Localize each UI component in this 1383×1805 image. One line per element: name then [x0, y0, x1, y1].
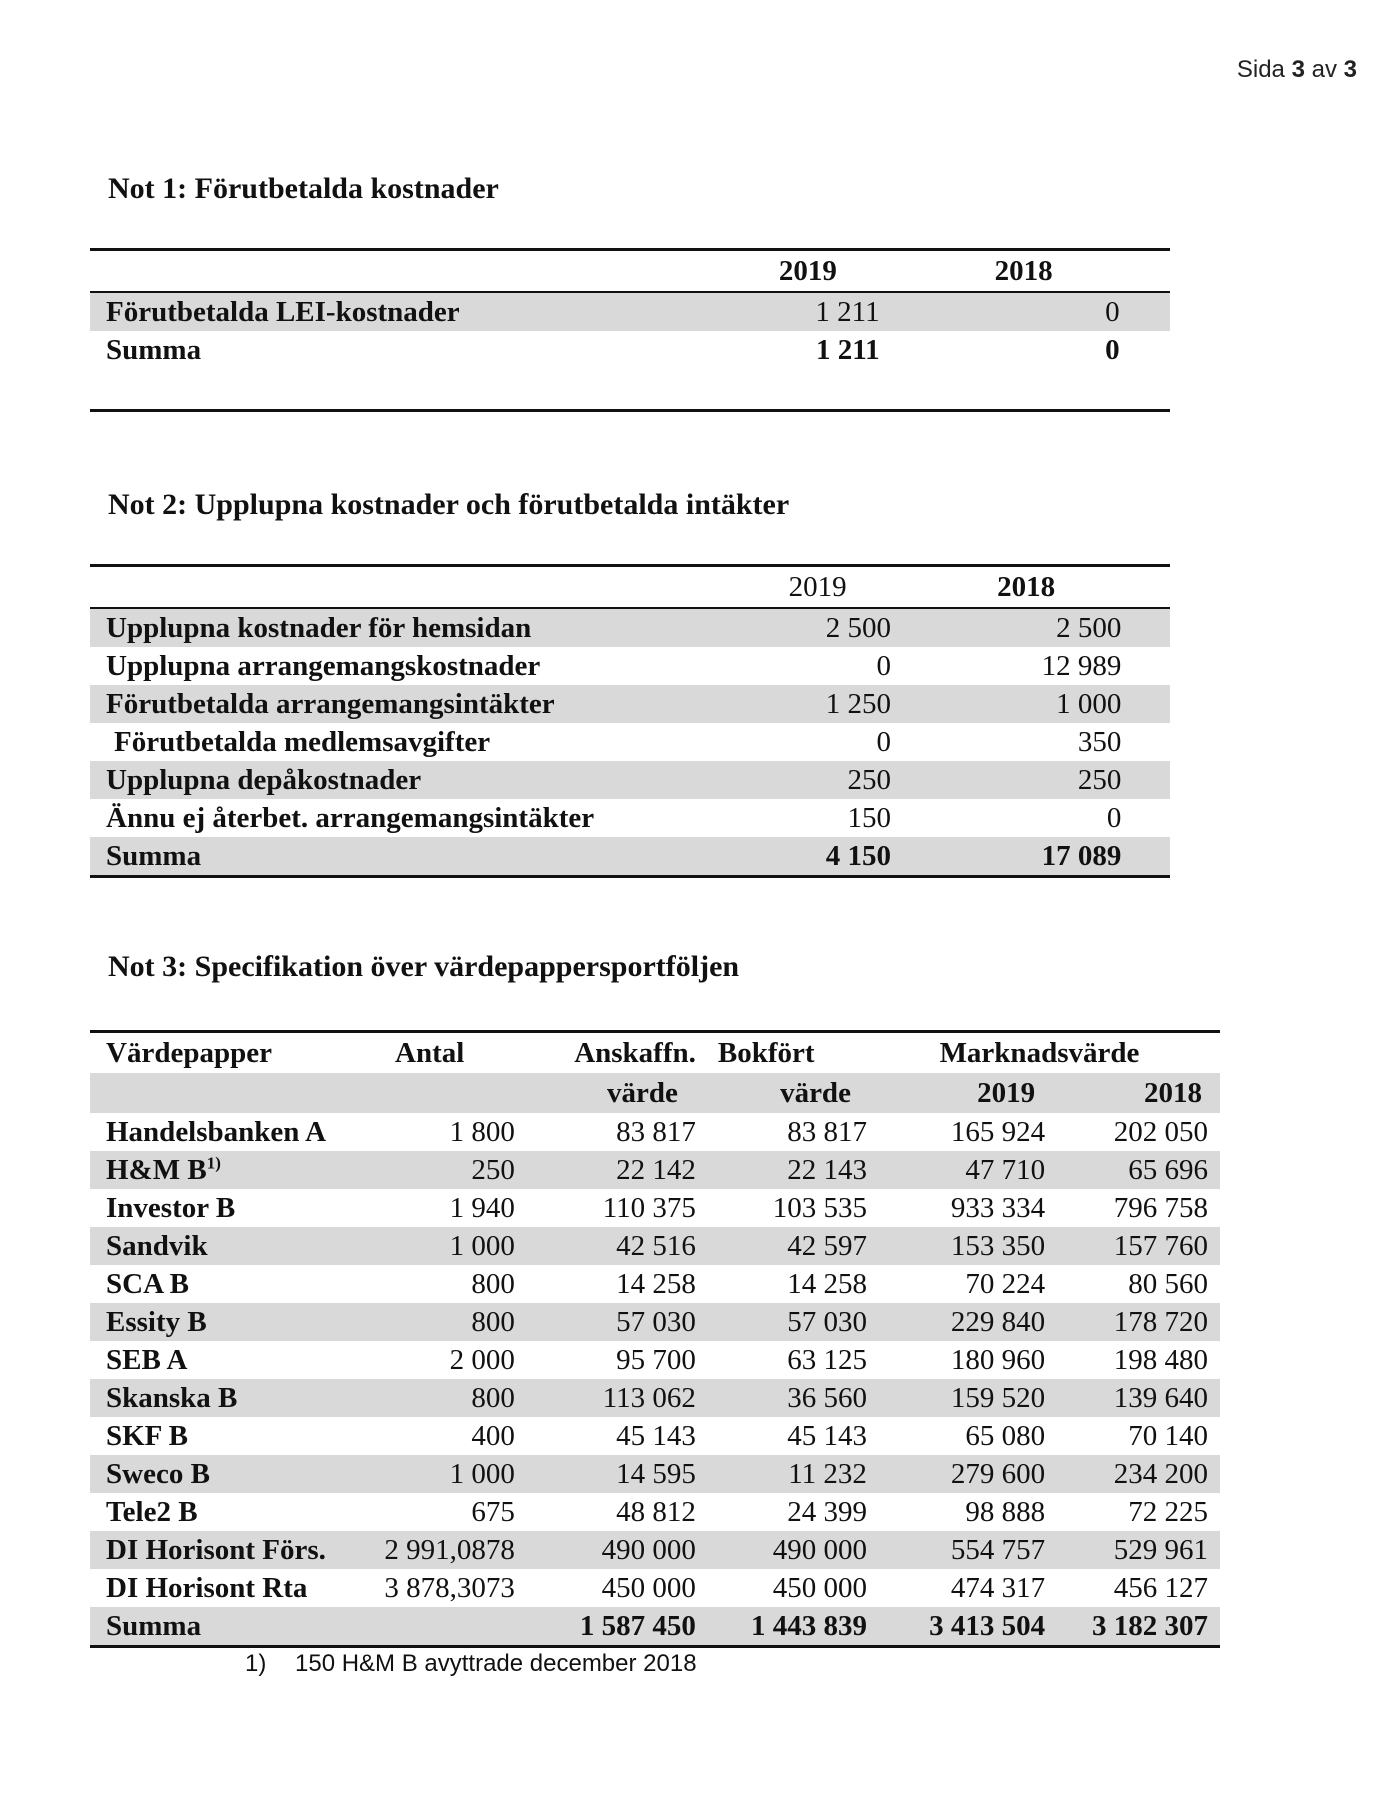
cell-name: [90, 1265, 375, 1303]
table-row: [90, 1151, 1220, 1189]
cell-antal-text: 2 000: [449, 1344, 515, 1376]
cell-m2018-text: 178 720: [1113, 1306, 1208, 1338]
cell-name: [90, 1227, 375, 1265]
cell-name-text: Tele2 B: [106, 1496, 198, 1528]
col-count: Antal: [375, 1032, 533, 1074]
cell-m2019: [879, 1265, 1057, 1303]
cell-bokfort-text: 490 000: [772, 1534, 867, 1566]
cell-bokfort-text: 42 597: [787, 1230, 867, 1262]
note3-header-row-2: [90, 1073, 1220, 1113]
table-row: [90, 1113, 1220, 1151]
total-bokfort: 1 443 839: [706, 1607, 879, 1647]
cell-anskaffn: [533, 1417, 706, 1455]
cell-m2019: [879, 1455, 1057, 1493]
cell-name: [90, 1379, 375, 1417]
note2-col-2018: 2018: [921, 566, 1131, 609]
page-number: [1237, 56, 1357, 84]
cell-name: [90, 1493, 375, 1531]
cell-m2018-text: 70 140: [1128, 1420, 1208, 1452]
cell-m2018: [1057, 1265, 1220, 1303]
cell-m2019: [879, 1569, 1057, 1607]
table-row: [90, 1455, 1220, 1493]
cell-bokfort: [706, 1531, 879, 1569]
cell-bokfort: [706, 1493, 879, 1531]
footnote-text: 150 H&M B avyttrade december 2018: [295, 1650, 697, 1677]
cell-m2019-text: 474 317: [950, 1572, 1046, 1604]
cell-antal-text: 675: [471, 1496, 515, 1528]
cell-anskaffn-text: 14 258: [616, 1268, 696, 1300]
table-row: [90, 1417, 1220, 1455]
row-value-2018: 12 989: [1041, 650, 1122, 682]
cell-bokfort: [706, 1189, 879, 1227]
cell-m2018: [1057, 1379, 1220, 1417]
cell-bokfort-text: 14 258: [787, 1268, 867, 1300]
cell-anskaffn-text: 42 516: [616, 1230, 696, 1262]
note3-table: [90, 1030, 1220, 1648]
row-label: Upplupna arrangemangskostnader: [106, 650, 541, 682]
cell-anskaffn-text: 113 062: [602, 1382, 696, 1414]
row-label: Förutbetalda arrangemangsintäkter: [106, 688, 555, 720]
table-row: [90, 292, 1170, 331]
cell-bokfort-text: 11 232: [788, 1458, 867, 1490]
row-label: Summa: [106, 334, 202, 366]
row-value-2019: 250: [847, 764, 892, 796]
cell-bokfort: [706, 1151, 879, 1189]
note1-col-2018: 2018: [918, 250, 1130, 293]
row-value-2018: 0: [1106, 802, 1122, 834]
cell-m2018: [1057, 1531, 1220, 1569]
cell-antal: [375, 1531, 533, 1569]
cell-m2019-text: 165 924: [950, 1116, 1046, 1148]
row-label: Upplupna kostnader för hemsidan: [90, 608, 714, 647]
row-value-2018: 2 500: [921, 608, 1131, 647]
row-value-2019: 4 150: [714, 837, 921, 877]
cell-anskaffn: [533, 1569, 706, 1607]
cell-bokfort: [706, 1569, 879, 1607]
cell-bokfort-text: 36 560: [787, 1382, 867, 1414]
cell-antal: [375, 1455, 533, 1493]
cell-name: [90, 1341, 375, 1379]
cell-m2018: [1057, 1189, 1220, 1227]
cell-m2018: [1057, 1569, 1220, 1607]
cell-antal: [375, 1113, 533, 1151]
page-number-current: 3: [1291, 56, 1305, 83]
cell-m2018-text: 157 760: [1113, 1230, 1208, 1262]
cell-anskaffn: [533, 1265, 706, 1303]
table-row: [90, 1493, 1220, 1531]
cell-name-text: DI Horisont Rta: [106, 1572, 308, 1604]
row-value-2018: 17 089: [921, 837, 1131, 877]
row-label: Förutbetalda LEI-kostnader: [90, 292, 698, 331]
cell-m2019-text: 98 888: [965, 1496, 1046, 1528]
cell-m2018-text: 65 696: [1128, 1154, 1208, 1186]
cell-anskaffn: [533, 1379, 706, 1417]
note2-title: Not 2: Upplupna kostnader och förutbetalda intäkter: [108, 488, 790, 521]
cell-anskaffn: [533, 1227, 706, 1265]
cell-m2019-text: 180 960: [950, 1344, 1046, 1376]
cell-anskaffn-text: 48 812: [616, 1496, 696, 1528]
cell-bokfort-text: 45 143: [787, 1420, 867, 1452]
table-row-total: [90, 1607, 1220, 1647]
note1-header-row: [90, 250, 1170, 293]
cell-anskaffn-text: 83 817: [616, 1116, 696, 1148]
cell-name-text: Sandvik: [106, 1230, 208, 1262]
total-m2018: 3 182 307: [1057, 1607, 1220, 1647]
row-value-2018: 0: [1105, 334, 1120, 366]
note3-body: [90, 1113, 1220, 1647]
cell-name: [90, 1417, 375, 1455]
footnote-marker: 1): [245, 1650, 267, 1677]
note2-header-row: [90, 566, 1170, 609]
row-value-2018: 350: [1077, 726, 1122, 758]
cell-antal: [375, 1265, 533, 1303]
cell-name-text: SKF B: [106, 1420, 188, 1452]
cell-bokfort: [706, 1227, 879, 1265]
cell-antal-text: 1 940: [449, 1192, 515, 1224]
cell-m2018: [1057, 1113, 1220, 1151]
cell-anskaffn: [533, 1113, 706, 1151]
cell-m2018-text: 796 758: [1113, 1192, 1208, 1224]
cell-anskaffn: [533, 1493, 706, 1531]
cell-name-text: Sweco B: [106, 1458, 210, 1490]
cell-anskaffn-text: 490 000: [601, 1534, 696, 1566]
cell-m2019: [879, 1341, 1057, 1379]
note1-table: [90, 248, 1170, 412]
table-row: [90, 608, 1170, 647]
cell-m2018: [1057, 1455, 1220, 1493]
row-value-2019: 0: [876, 650, 892, 682]
cell-bokfort: [706, 1303, 879, 1341]
note1-title: Not 1: Förutbetalda kostnader: [108, 172, 499, 205]
cell-m2018-text: 234 200: [1113, 1458, 1208, 1490]
row-value-2019: 1 211: [698, 292, 917, 331]
cell-bokfort: [706, 1265, 879, 1303]
cell-bokfort-text: 63 125: [787, 1344, 867, 1376]
cell-anskaffn: [533, 1189, 706, 1227]
cell-m2019: [879, 1531, 1057, 1569]
cell-m2018-text: 529 961: [1113, 1534, 1208, 1566]
cell-name: [90, 1531, 375, 1569]
table-row: [90, 761, 1170, 799]
cell-anskaffn: [533, 1151, 706, 1189]
cell-bokfort: [706, 1341, 879, 1379]
table-row: [90, 1227, 1220, 1265]
cell-m2018-text: 456 127: [1113, 1572, 1208, 1604]
col-market-2018: 2018: [1144, 1077, 1202, 1109]
total-name: Summa: [90, 1607, 375, 1647]
cell-bokfort: [706, 1379, 879, 1417]
cell-antal: [375, 1379, 533, 1417]
col-acquisition-line2: värde: [607, 1077, 678, 1109]
cell-name-text: Essity B: [106, 1306, 207, 1338]
col-acquisition: Anskaffn.: [533, 1032, 706, 1074]
cell-antal: [375, 1189, 533, 1227]
table-row: [90, 723, 1170, 761]
cell-antal-text: 2 991,0878: [384, 1534, 515, 1566]
cell-anskaffn-text: 110 375: [602, 1192, 696, 1224]
cell-name: [90, 1151, 375, 1189]
cell-m2019: [879, 1303, 1057, 1341]
row-value-2019: 1 250: [825, 688, 892, 720]
table-row: [90, 1379, 1220, 1417]
cell-name: [90, 1189, 375, 1227]
table-row: [90, 1341, 1220, 1379]
cell-m2019-text: 47 710: [965, 1154, 1046, 1186]
note2-col-2019: 2019: [714, 566, 921, 609]
cell-m2018-text: 198 480: [1113, 1344, 1208, 1376]
cell-anskaffn: [533, 1341, 706, 1379]
cell-anskaffn-text: 14 595: [616, 1458, 696, 1490]
cell-m2019: [879, 1493, 1057, 1531]
cell-m2018: [1057, 1417, 1220, 1455]
cell-name: [90, 1569, 375, 1607]
cell-m2019-text: 933 334: [950, 1192, 1046, 1224]
cell-antal-text: 400: [471, 1420, 515, 1452]
cell-antal-text: 1 000: [449, 1230, 515, 1262]
cell-name: [90, 1303, 375, 1341]
total-m2019: 3 413 504: [879, 1607, 1057, 1647]
col-book-line2: värde: [780, 1077, 851, 1109]
cell-m2018: [1057, 1227, 1220, 1265]
row-value-2018: 1 000: [1056, 688, 1122, 720]
note1-col-2019: 2019: [698, 250, 917, 293]
cell-bokfort: [706, 1455, 879, 1493]
cell-antal-text: 800: [471, 1382, 515, 1414]
col-market-2019: 2019: [977, 1077, 1036, 1109]
cell-bokfort-text: 450 000: [772, 1572, 867, 1604]
total-anskaffn: 1 587 450: [533, 1607, 706, 1647]
footnote-ref: 1): [206, 1153, 221, 1173]
page-number-prefix: Sida: [1236, 56, 1285, 83]
cell-anskaffn: [533, 1455, 706, 1493]
row-label: Upplupna depåkostnader: [106, 764, 422, 796]
cell-m2018: [1057, 1493, 1220, 1531]
cell-m2019-text: 229 840: [950, 1306, 1046, 1338]
cell-name-text: DI Horisont Förs.: [106, 1534, 326, 1566]
cell-bokfort: [706, 1113, 879, 1151]
table-row-total: [90, 837, 1170, 877]
row-label: Ännu ej återbet. arrangemangsintäkter: [106, 802, 595, 834]
row-value-2018: 0: [918, 292, 1130, 331]
page-number-total: 3: [1343, 56, 1357, 83]
cell-m2019-text: 70 224: [965, 1268, 1046, 1300]
cell-anskaffn-text: 95 700: [616, 1344, 696, 1376]
row-value-2018: 250: [1077, 764, 1122, 796]
cell-m2018: [1057, 1303, 1220, 1341]
page-number-sep: av: [1311, 56, 1337, 83]
cell-antal-text: 800: [471, 1306, 515, 1338]
cell-m2018-text: 202 050: [1113, 1116, 1208, 1148]
table-row: [90, 1303, 1220, 1341]
cell-m2019-text: 153 350: [950, 1230, 1046, 1262]
table-row: [90, 1265, 1220, 1303]
cell-m2019: [879, 1417, 1057, 1455]
cell-antal: [375, 1417, 533, 1455]
cell-anskaffn-text: 45 143: [616, 1420, 696, 1452]
cell-antal: [375, 1569, 533, 1607]
cell-m2018-text: 139 640: [1113, 1382, 1208, 1414]
cell-m2018-text: 72 225: [1128, 1496, 1208, 1528]
table-row: [90, 647, 1170, 685]
cell-name: [90, 1455, 375, 1493]
cell-name-text: H&M B: [106, 1154, 207, 1186]
cell-name-text: Skanska B: [106, 1382, 238, 1414]
cell-m2018: [1057, 1151, 1220, 1189]
table-spacer-row: [90, 369, 1170, 411]
cell-anskaffn-text: 450 000: [601, 1572, 696, 1604]
cell-m2018-text: 80 560: [1128, 1268, 1208, 1300]
cell-name-text: Handelsbanken A: [106, 1116, 327, 1148]
col-security: Värdepapper: [90, 1032, 375, 1074]
cell-antal-text: 250: [471, 1154, 515, 1186]
cell-bokfort: [706, 1417, 879, 1455]
cell-anskaffn: [533, 1303, 706, 1341]
cell-antal-text: 1 000: [449, 1458, 515, 1490]
row-value-2019: 2 500: [714, 608, 921, 647]
cell-bokfort-text: 83 817: [787, 1116, 867, 1148]
table-row-total: [90, 331, 1170, 369]
cell-name-text: SCA B: [106, 1268, 190, 1300]
cell-name-text: Investor B: [106, 1192, 236, 1224]
row-value-2019: 1 211: [815, 334, 880, 366]
cell-bokfort-text: 103 535: [772, 1192, 867, 1224]
table-row: [90, 1531, 1220, 1569]
col-book: Bokfört: [706, 1032, 879, 1074]
cell-m2018: [1057, 1341, 1220, 1379]
cell-m2019: [879, 1189, 1057, 1227]
table-row: [90, 1569, 1220, 1607]
cell-m2019: [879, 1151, 1057, 1189]
cell-m2019-text: 159 520: [950, 1382, 1046, 1414]
cell-antal: [375, 1493, 533, 1531]
row-value-2019: 0: [876, 726, 892, 758]
cell-anskaffn: [533, 1531, 706, 1569]
col-market: Marknadsvärde: [879, 1032, 1220, 1074]
cell-m2019: [879, 1113, 1057, 1151]
cell-m2019: [879, 1379, 1057, 1417]
cell-m2019-text: 279 600: [950, 1458, 1046, 1490]
cell-antal-text: 1 800: [449, 1116, 515, 1148]
note3-title: Not 3: Specifikation över värdepappersportföljen: [108, 950, 740, 983]
cell-name: [90, 1113, 375, 1151]
table-row: [90, 799, 1170, 837]
cell-bokfort-text: 24 399: [787, 1496, 867, 1528]
cell-antal: [375, 1151, 533, 1189]
cell-antal-text: 800: [471, 1268, 515, 1300]
footnote: [245, 1650, 697, 1678]
note2-table: [90, 564, 1170, 878]
cell-antal: [375, 1227, 533, 1265]
table-row: [90, 685, 1170, 723]
cell-antal-text: 3 878,3073: [384, 1572, 515, 1604]
total-empty-cell: [375, 1607, 533, 1647]
row-label: Summa: [90, 837, 714, 877]
cell-anskaffn-text: 57 030: [616, 1306, 696, 1338]
row-value-2019: 150: [847, 802, 892, 834]
cell-name-text: SEB A: [106, 1344, 188, 1376]
cell-antal: [375, 1341, 533, 1379]
cell-m2019-text: 554 757: [950, 1534, 1046, 1566]
note3-header-row-1: [90, 1032, 1220, 1074]
cell-bokfort-text: 57 030: [787, 1306, 867, 1338]
cell-anskaffn-text: 22 142: [616, 1154, 696, 1186]
cell-antal: [375, 1303, 533, 1341]
table-row: [90, 1189, 1220, 1227]
row-label: Förutbetalda medlemsavgifter: [114, 726, 491, 758]
cell-bokfort-text: 22 143: [787, 1154, 867, 1186]
cell-m2019-text: 65 080: [965, 1420, 1046, 1452]
cell-m2019: [879, 1227, 1057, 1265]
